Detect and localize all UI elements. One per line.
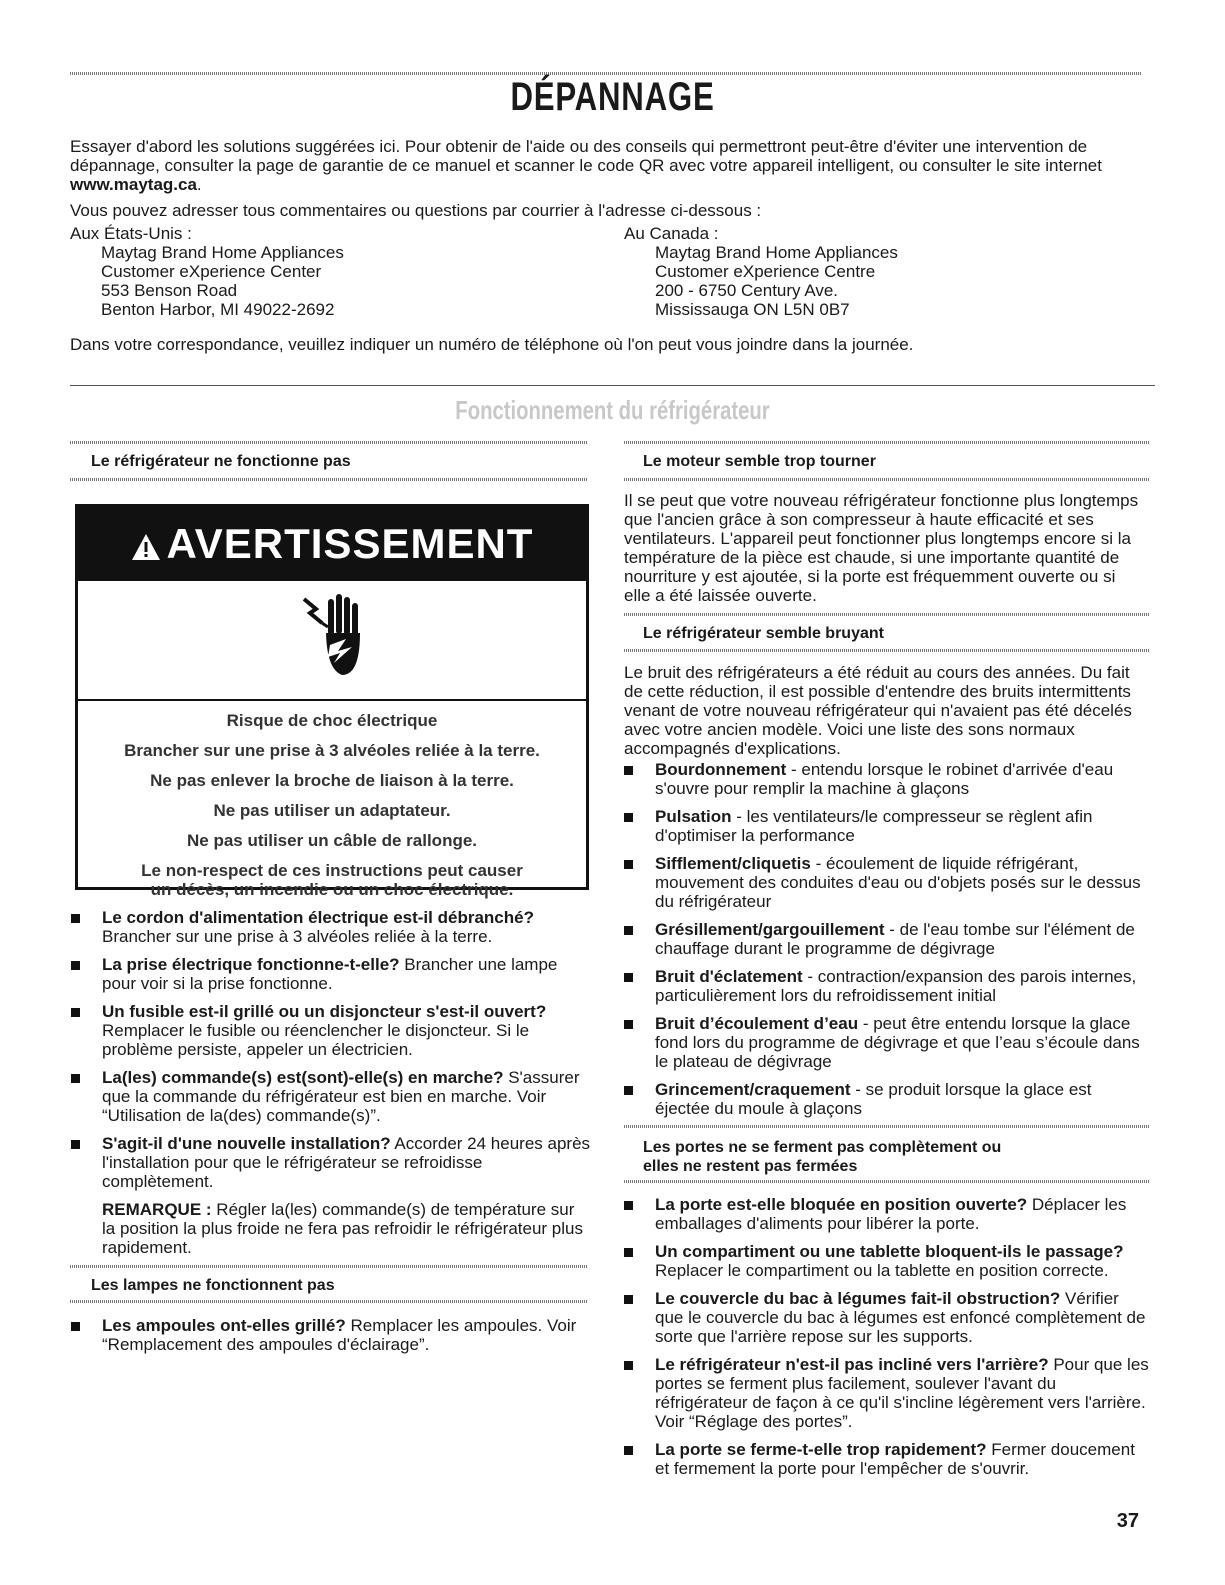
electric-shock-hand-icon	[300, 589, 370, 685]
address-ca	[624, 224, 898, 319]
divider	[70, 478, 588, 481]
note: REMARQUE : Régler la(les) commande(s) de température sur la position la plus froide ne fera pas refroidir le réfrigérateur plus rapidement.	[102, 1200, 583, 1257]
bullet-icon	[71, 961, 80, 970]
warning-line: un décès, un incendie ou un choc électrique.	[150, 880, 514, 899]
divider	[70, 1265, 588, 1268]
list-item: Le couvercle du bac à légumes fait-il obstruction? Vérifier que le couvercle du bac à légumes est enfoncé complètement de sorte que l'arrière repose sur les supports.	[624, 1289, 1149, 1346]
subheading-motor: Le moteur semble trop tourner	[643, 453, 876, 470]
correspondence-note: Dans votre correspondance, veuillez indiquer un numéro de téléphone où l'on peut vous joindre dans la journée.	[70, 335, 914, 354]
list-item: Le réfrigérateur n'est-il pas incliné vers l'arrière? Pour que les portes se ferment plus facilement, soulever l'avant du réfrigérateur de façon à ce qu'il s'incline légèrement vers l'arrière. Voir “Réglage des portes”.	[624, 1355, 1149, 1431]
divider	[624, 1125, 1150, 1128]
address-line: 553 Benson Road	[101, 281, 238, 300]
divider	[70, 1300, 588, 1303]
list-item: Un compartiment ou une tablette bloquent-ils le passage? Replacer le compartiment ou la tablette en position correcte.	[624, 1242, 1149, 1280]
bullet-icon	[624, 1201, 633, 1210]
divider	[70, 441, 588, 444]
divider	[624, 441, 1150, 444]
warning-heading: AVERTISSEMENT	[166, 520, 534, 567]
section-title: Fonctionnement du réfrigérateur	[455, 395, 770, 425]
paragraph-noise: Le bruit des réfrigérateurs a été réduit au cours des années. Du fait de cette réduction, il est possible d'entendre des bruits intermittents venant de votre nouveau réfrigérateur qui n'avaient pas été décelés avec votre ancien modèle. Voici une liste des sons normaux accompagnés d'explications.	[624, 663, 1132, 758]
address-line: Maytag Brand Home Appliances	[101, 243, 344, 262]
intro-address-line: Vous pouvez adresser tous commentaires ou questions par courrier à l'adresse ci-dessous :	[70, 201, 762, 220]
list-item: Bourdonnement - entendu lorsque le robinet d'arrivée d'eau s'ouvre pour remplir la machine à glaçons	[624, 760, 1144, 798]
bullet-icon	[624, 1446, 633, 1455]
address-line: 200 - 6750 Century Ave.	[655, 281, 839, 300]
page-number: 37	[1116, 1510, 1139, 1532]
subheading-not-working: Le réfrigérateur ne fonctionne pas	[91, 453, 351, 470]
warning-line: Brancher sur une prise à 3 alvéoles reliée à la terre.	[124, 741, 540, 760]
warning-banner	[78, 507, 586, 581]
subheading-doors	[643, 1138, 1163, 1176]
warning-line: Ne pas utiliser un câble de rallonge.	[186, 831, 478, 850]
list-item: Grésillement/gargouillement - de l'eau tombe sur l'élément de chauffage durant le programme de dégivrage	[624, 920, 1144, 958]
subheading-lamps: Les lampes ne fonctionnent pas	[91, 1277, 335, 1294]
warning-line: Ne pas utiliser un adaptateur.	[213, 801, 451, 820]
list-item: Un fusible est-il grillé ou un disjoncteur s'est-il ouvert? Remplacer le fusible ou réenclencher le disjoncteur. Si le problème persiste, appeler un électricien.	[71, 1002, 591, 1059]
list-item: S'agit-il d'une nouvelle installation? Accorder 24 heures après l'installation pour que le réfrigérateur se refroidisse complètement.	[71, 1134, 591, 1191]
paragraph-motor: Il se peut que votre nouveau réfrigérateur fonctionne plus longtemps que l'ancien grâce à son compresseur à haute efficacité et ses ventilateurs. L'appareil peut fonctionner plus longtemps encore si la température de la pièce est chaude, si une importante quantité de nourriture y est ajoutée, si la porte est fréquemment ouverte ou si elle a été laissée ouverte.	[624, 491, 1139, 605]
website-link[interactable]: www.maytag.ca	[70, 175, 197, 194]
list-item: La porte est-elle bloquée en position ouverte? Déplacer les emballages d'aliments pour libérer la porte.	[624, 1195, 1149, 1233]
bullet-icon	[624, 1295, 633, 1304]
warning-triangle-icon	[131, 510, 161, 584]
warning-box	[75, 504, 589, 899]
intro-paragraph: Essayer d'abord les solutions suggérées ici. Pour obtenir de l'aide ou des conseils qui permettront peut-être d'éviter une intervention de dépannage, consulter la page de garantie de ce manuel et scanner le code QR avec votre appareil intelligent, ou consulter le site internet www.maytag.ca.	[70, 137, 1102, 194]
list-item: La porte se ferme-t-elle trop rapidement? Fermer doucement et fermement la porte pour l'empêcher de s'ouvrir.	[624, 1440, 1149, 1478]
list-item: Grincement/craquement - se produit lorsque la glace est éjectée du moule à glaçons	[624, 1080, 1144, 1118]
address-us-label: Aux États-Unis :	[70, 224, 192, 243]
bullet-icon	[624, 860, 633, 869]
bullet-icon	[624, 973, 633, 982]
list-item: Bruit d'éclatement - contraction/expansion des parois internes, particulièrement lors du refroidissement initial	[624, 967, 1144, 1005]
divider	[624, 649, 1150, 652]
address-ca-label: Au Canada :	[624, 224, 719, 243]
warning-line: Risque de choc électrique	[226, 711, 438, 730]
bullet-icon	[624, 813, 633, 822]
address-line: Customer eXperience Center	[101, 262, 322, 281]
list-item: Bruit d’écoulement d’eau - peut être entendu lorsque la glace fond lors du programme de dégivrage et que l’eau s’écoule dans le plateau de dégivrage	[624, 1014, 1144, 1071]
bullet-icon	[71, 1140, 80, 1149]
subheading-doors-line1: Les portes ne se ferment pas complètement ou	[643, 1139, 1002, 1156]
subheading-noise: Le réfrigérateur semble bruyant	[643, 625, 884, 642]
bullet-icon	[624, 1086, 633, 1095]
address-line: Maytag Brand Home Appliances	[655, 243, 898, 262]
divider	[624, 478, 1150, 481]
page-title: DÉPANNAGE	[510, 75, 715, 119]
bullet-icon	[624, 1020, 633, 1029]
list-item: Sifflement/cliquetis - écoulement de liquide réfrigérant, mouvement des conduites d'eau ou d'objets posés sur le dessus du réfrigérateur	[624, 854, 1144, 911]
divider	[624, 613, 1150, 616]
address-us	[70, 224, 344, 319]
bullet-icon	[71, 1074, 80, 1083]
list-item: Le cordon d'alimentation électrique est-il débranché? Brancher sur une prise à 3 alvéoles reliée à la terre.	[71, 908, 591, 946]
divider	[624, 1180, 1150, 1183]
bullet-icon	[624, 766, 633, 775]
bullet-icon	[624, 926, 633, 935]
warning-line: Le non-respect de ces instructions peut causer	[141, 861, 523, 880]
bullet-icon	[71, 914, 80, 923]
list-item: Pulsation - les ventilateurs/le compresseur se règlent afin d'optimiser la performance	[624, 807, 1144, 845]
bullet-icon	[624, 1248, 633, 1257]
address-line: Benton Harbor, MI 49022-2692	[101, 300, 335, 319]
list-item: Les ampoules ont-elles grillé? Remplacer les ampoules. Voir “Remplacement des ampoules d'éclairage”.	[71, 1316, 591, 1354]
warning-line: Ne pas enlever la broche de liaison à la terre.	[150, 771, 514, 790]
bullet-icon	[71, 1322, 80, 1331]
list-item: La prise électrique fonctionne-t-elle? Brancher une lampe pour voir si la prise fonctionne.	[71, 955, 591, 993]
bullet-icon	[624, 1361, 633, 1370]
list-item: La(les) commande(s) est(sont)-elle(s) en marche? S'assurer que la commande du réfrigérateur est bien en marche. Voir “Utilisation de la(des) commande(s)”.	[71, 1068, 591, 1125]
address-line: Mississauga ON L5N 0B7	[655, 300, 850, 319]
address-line: Customer eXperience Centre	[655, 262, 876, 281]
subheading-doors-line2: elles ne restent pas fermées	[643, 1158, 858, 1175]
section-divider	[70, 385, 1155, 386]
bullet-icon	[71, 1008, 80, 1017]
